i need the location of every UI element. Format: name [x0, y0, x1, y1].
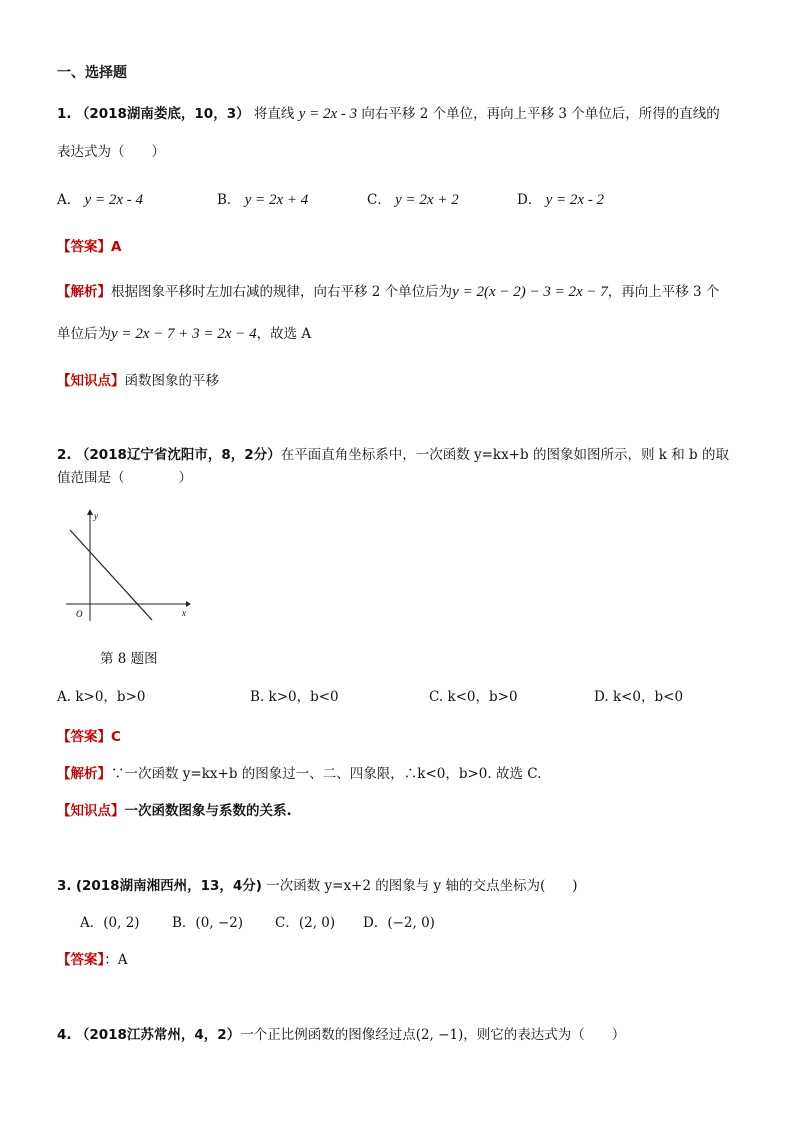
q1-stem-a: 将直线 [253, 106, 295, 122]
x-axis-arrow [186, 601, 191, 607]
q4-source: （2018江苏常州，4，2） [75, 1027, 241, 1043]
function-line [70, 530, 152, 620]
q1-option-a: A． y = 2x - 4 [57, 192, 143, 208]
q2-analysis: 【解析】∵一次函数 y=kx+b 的图象过一、二、四象限，∴k<0，b>0. 故选 C. [57, 766, 542, 782]
q1-stem-b: 向右平移 2 个单位，再向上平移 3 个单位后，所得的直线的 [361, 106, 720, 122]
q2-stem: 2. （2018辽宁省沈阳市，8，2分）在平面直角坐标系中，一次函数 y=kx+b 的图象如图所示，则 k 和 b 的取 [57, 447, 729, 463]
q2-stem-line2: 值范围是（ ） [57, 470, 192, 486]
q1-stem [57, 105, 720, 123]
x-axis-label: x [182, 608, 186, 618]
q1-option-c: C． y = 2x + 2 [367, 192, 459, 208]
q2-number: 2. [57, 447, 72, 463]
q3-option-b: B．(0, −2) [172, 915, 244, 931]
q4-number: 4. [57, 1027, 72, 1043]
q1-answer: 【答案】A [57, 239, 122, 255]
q1-number: 1. [57, 106, 72, 122]
q2-option-d: D. k<0，b<0 [594, 689, 684, 705]
q2-source: （2018辽宁省沈阳市，8，2分） [75, 447, 281, 463]
section-title: 一、选择题 [57, 65, 127, 81]
q3-source: (2018湖南湘西州，13，4分) [75, 878, 262, 894]
q2-line-graph [62, 503, 192, 623]
q2-option-b: B. k>0，b<0 [250, 689, 339, 705]
q1-stem-eq: y = 2x - 3 [298, 106, 358, 122]
q4-stem: 4. （2018江苏常州，4，2）一个正比例函数的图像经过点(2, −1)，则它的表达式为（ ） [57, 1027, 626, 1043]
q2-knowledge: 【知识点】一次函数图象与系数的关系. [57, 803, 292, 819]
origin-label: O [76, 609, 83, 619]
q1-analysis-line2: 单位后为y = 2x − 7 + 3 = 2x − 4，故选 A [57, 326, 312, 342]
q3-answer: 【答案】：A [57, 952, 128, 968]
q1-option-d: D． y = 2x - 2 [517, 192, 605, 208]
q2-option-c: C. k<0，b>0 [429, 689, 518, 705]
q3-option-a: A．(0, 2) [80, 915, 140, 931]
q2-answer: 【答案】C [57, 729, 121, 745]
q1-analysis: 【解析】根据图象平移时左加右减的规律，向右平移 2 个单位后为y = 2(x − 2) − 3 = 2x − 7，再向上平移 3 个 [57, 284, 720, 300]
y-axis-arrow [87, 509, 93, 515]
q1-option-b: B． y = 2x + 4 [217, 192, 309, 208]
q1-source: （2018湖南娄底，10，3） [75, 106, 250, 122]
y-axis-label: y [94, 511, 98, 521]
q3-number: 3. [57, 878, 72, 894]
q2-figure-caption: 第 8 题图 [100, 651, 158, 667]
q3-stem: 3. (2018湖南湘西州，13，4分) 一次函数 y=x+2 的图象与 y 轴的交点坐标为( ) [57, 878, 578, 894]
q1-knowledge: 【知识点】函数图象的平移 [57, 373, 219, 389]
q2-option-a: A. k>0，b>0 [57, 689, 146, 705]
q3-option-c: C．(2, 0) [275, 915, 336, 931]
q1-stem-line2: 表达式为（ ） [57, 144, 165, 160]
q3-option-d: D．(−2, 0) [363, 915, 435, 931]
